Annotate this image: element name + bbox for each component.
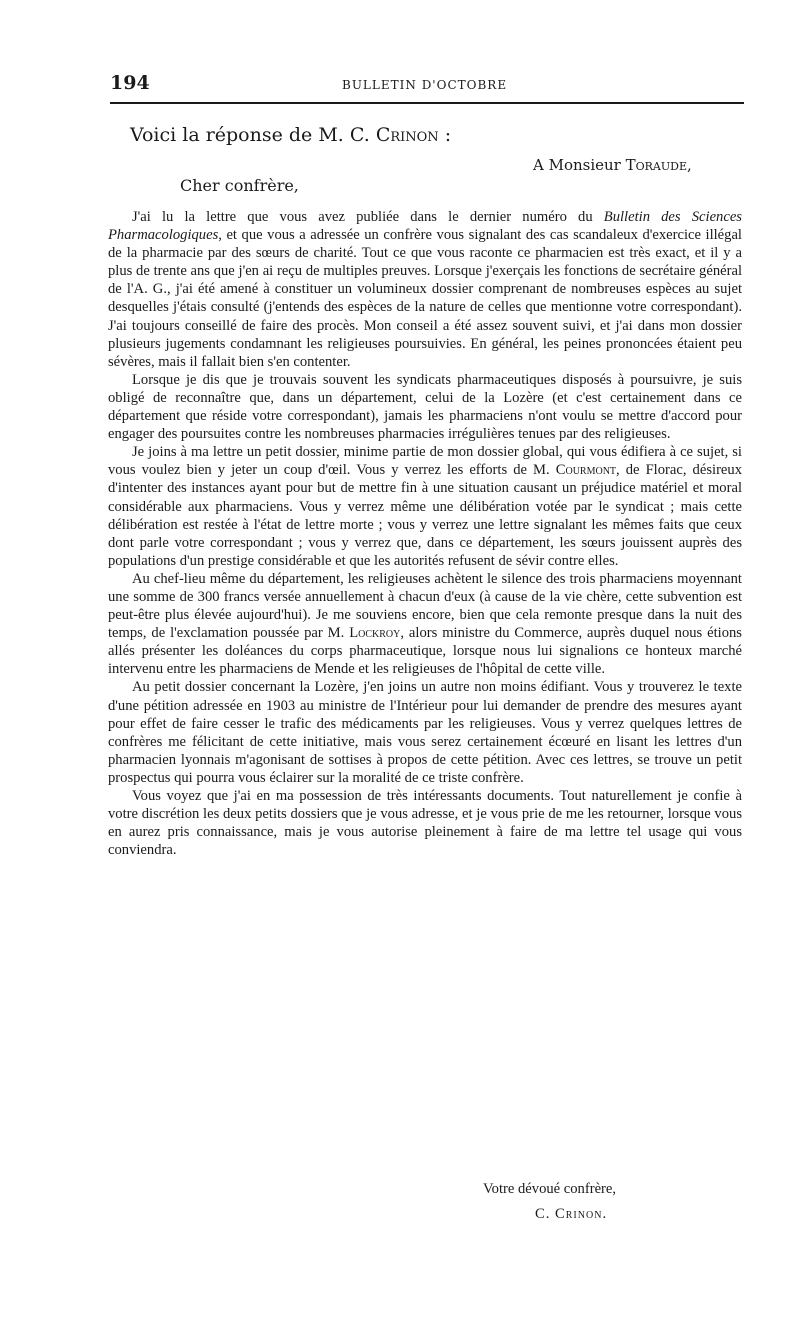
paragraph-4-rest: , alors ministre du Commerce, auprès duquel nous étions allés présenter les doléances du corps pharmaceutique, lorsque nous lui signalions ce honteux marché intervenu entre les pharmaciens de Mende et les religieuses de l'hôpital de cette ville. xyxy=(108,625,742,678)
signature-initial: C. xyxy=(535,1206,556,1222)
addressee xyxy=(533,156,692,174)
header-rule xyxy=(110,102,744,104)
paragraph-1 xyxy=(108,208,742,371)
page-number: 194 xyxy=(110,72,150,94)
intro-suffix: : xyxy=(438,124,452,146)
intro-name: Crinon xyxy=(375,124,439,146)
signature-suffix: . xyxy=(602,1206,608,1222)
addressee-suffix: , xyxy=(687,156,692,174)
paragraph-1-rest: , et que vous a adressée un confrère vous signalant des cas scandaleux d'exercice illégal de la pharmacie par des sœurs de charité. Tout ce que vous raconte ce pharmacien est très exact, et il y a plus de trente ans que j'en ai reçu de multiples preuves. Lorsque j'exerçais les fonctions de secrétaire général de l'A. G., j'ai été amené à constituer un volumineux dossier comprenant de nombreuses espèces au sujet desquelles j'étais consulté (j'entends des espèces de la nature de celles que mentionne votre correspondant). J'ai toujours conseillé de faire des procès. Mon conseil a été assez souvent suivi, et j'ai dans mon dossier plusieurs jugements condamnant les religieuses poursuivies. En général, les peines prononcées étaient peu sévères, mais il fallait bien s'en contenter. xyxy=(108,227,742,370)
signature-name: Crinon xyxy=(555,1206,603,1222)
paragraph-4 xyxy=(108,570,742,679)
paragraph-5: Au petit dossier concernant la Lozère, j'en joins un autre non moins édifiant. Vous y trouverez le texte d'une pétition adressée en 1903 au ministre de l'Intérieur pour lui demander de prendre des mesures ayant pour effet de faire cesser le trafic des médicaments par les religieuses. Vous y verrez quelques lettres de confrères me félicitant de cette initiative, mais vous serez certainement écœuré en lisant les lettres d'un pharmacien lyonnais m'agonisant de sottises à propos de cette pétition. Avec ces lettres, se trouve un petit prospectus qui pourra vous éclairer sur la moralité de ce triste confrère. xyxy=(108,679,742,786)
paragraph-4-start: Au chef-lieu même du département, les religieuses achètent le silence des trois pharmaciens moyennant une somme de 300 francs versée annuellement à chacun d'eux (à cause de la vie chère, cette subvention est peut-être plus élevée aujourd'hui). Je me souviens encore, bien que cela remonte presque dans la nuit des temps, de l'exclamation poussée par M. xyxy=(108,570,742,642)
paragraph-3-rest: , de Florac, désireux d'intenter des instances ayant pour but de mettre fin à une situation causant un préjudice matériel et moral considérable aux pharmaciens. Vous y verrez même une délibération votée par le syndicat ; mais cette délibération est restée à l'état de lettre morte ; vous y verrez une lettre signalant les mêmes faits que ceux dont parle votre correspondant ; vous y verrez que, dans ce département, les sœurs jouissent auprès des populations d'un prestige considérable et que les autorités refusent de sévir contre elles. xyxy=(108,462,742,569)
addressee-name: Toraude xyxy=(625,156,687,174)
paragraph-6: Vous voyez que j'ai en ma possession de très intéressants documents. Tout naturellement je confie à votre discrétion les deux petits dossiers que je vous adresse, et je vous prie de me les retourner, lorsque vous en aurez pris connaissance, mais je vous autorise pleinement à faire de ma lettre tel usage qui vous conviendra. xyxy=(108,788,742,859)
closing: Votre dévoué confrère, xyxy=(483,1181,617,1197)
intro-prefix: Voici la réponse de M. C. xyxy=(130,124,376,146)
salutation: Cher confrère, xyxy=(180,176,299,195)
person-name-lockroy: Lockroy xyxy=(349,625,401,642)
journal-title: Bulletin des Sciences Pharmacologiques xyxy=(108,209,742,244)
running-title: BULLETIN D'OCTOBRE xyxy=(342,78,508,92)
person-name-courmont: Courmont xyxy=(555,462,617,479)
addressee-prefix: A Monsieur xyxy=(533,156,626,174)
paragraph-3 xyxy=(108,443,742,570)
letter-body xyxy=(108,208,742,859)
signature xyxy=(535,1206,607,1223)
letter-intro xyxy=(130,124,451,146)
paragraph-2: Lorsque je dis que je trouvais souvent les syndicats pharmaceutiques disposés à poursuivre, je suis obligé de reconnaître que, dans un département, celui de la Lozère (et c'est certainement dans ce département que réside votre correspondant), jamais les pharmaciens n'ont voulu se mettre d'accord pour engager des poursuites contre les nombreuses pharmacies irrégulières tenues par des religieuses. xyxy=(108,371,742,443)
paragraph-1-start: J'ai lu la lettre que vous avez publiée dans le dernier numéro du xyxy=(132,209,604,225)
paragraph-3-start: Je joins à ma lettre un petit dossier, minime partie de mon dossier global, qui vous édifiera à ce sujet, si vous voulez bien y jeter un coup d'œil. Vous y verrez les efforts de M. xyxy=(108,444,742,479)
